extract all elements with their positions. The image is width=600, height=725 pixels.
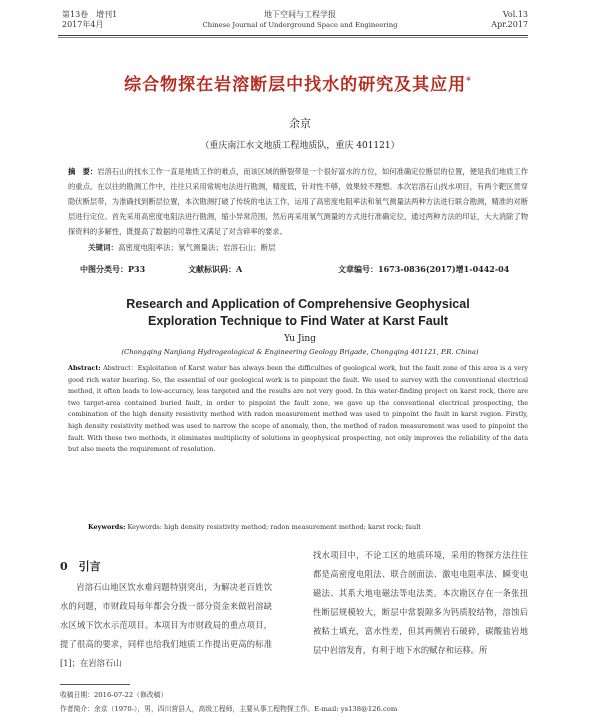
date-en: Apr.2017 xyxy=(491,20,528,29)
article-number: 文章编号：1673-0836(2017)增1-0442-04 xyxy=(338,264,510,274)
keywords-en-label: Keywords: xyxy=(88,523,126,531)
abstract-en-text: Abstract：Exploitation of Karst water has always been the difficulties of geological work, but the fault zone of this area is a very good rich water bearing. So, the essential of our geological work is to pinpoint the fault. We used to survey with the conventional electrical method, it often leads to low-accuracy, less targeted and the results are not very good. In this water-finding project on karst rock, there are two target-area contained buried fault, in order to pinpoint the fault zone, we gave up the conventional electrical prospecting, the combination of the high density resistivity method with radon measurement method was used to pinpoint the fault in karst region. Firstly, high density resistivity method was used to narrow the scope of anomaly, then, the method of radon measurement was used to pinpoint the fault. With these two methods, it eliminates multiplicity of solutions in geophysical prospecting, not only improves the reliability of the data but also meets the requirement of resolution. xyxy=(68,364,528,454)
keywords-en xyxy=(88,523,528,531)
clc-number: 中图分类号：P33 xyxy=(80,264,146,274)
keywords-en-text: Keywords: high density resistivity method; radon measurement method; karst rock; fault xyxy=(127,523,421,531)
footnote-author-bio: 作者简介：余京（1970-），男，四川营县人，高级工程师，主要从事工程物探工作。E-mail: ys138@126.com xyxy=(60,705,398,713)
abstract-cn-text: 岩溶石山的找水工作一直是地质工作的难点，而该区域的断裂带是一个很好富水的方位，如何准确定位断层的位置，便是我们地质工作的重点。在以往的勘测工作中，往往只采用常规电法进行勘测，精度低，针对性不够，效果较不理想。本次岩溶石山找水项目，有两个靶区贯穿隐伏断层带，为准确找到断层位置，本次勘测打破了传统的电法工作，运用了高密度电阻率法和氡气测量法两种方法进行联合勘测，精准的对断层进行定位。首先采用高密度电阻法进行勘测，缩小异常范围，然后再采用氡气测量的方式进行准确定位，通过两种方法的印证，大大消除了物探资料的多解性，既提高了数据的可靠性又满足了对含碎率的要求。 xyxy=(68,167,529,236)
header-rule xyxy=(58,35,528,36)
body-column-right: 找水项目中，不论工区的地质环境，采用的物探方法往往都是高密度电阻法、联合剖面法、激电电阻率法、瞬变电磁法、其系大地电磁法等电法类。本次勘区存在一条张扭性断层规模较大，断层中常裂隙多为钙质胶结物，溶蚀后被粘土填充，富水性差，但其两侧岩石破碎，碳酸盐岩地层中岩溶发育，有利于地下水的赋存和运移。所 xyxy=(313,550,528,655)
abstract-cn xyxy=(68,164,528,239)
footnote-rule xyxy=(60,684,130,685)
keywords-cn-text: 高密度电阻率法；氡气测量法；岩溶石山；断层 xyxy=(118,243,276,252)
body-left-text: 岩溶石山地区饮水难问题特别突出，为解决老百姓饮水的问题，市财政局每年都会分拨一部分资金来做岩溶缺水区域下饮水示范项目。本项目为市财政局的重点项目，提了很高的要求，同样也给我们地质工作提出更高的标准 [1]；在岩溶石山 xyxy=(60,582,272,668)
paper-title-cn xyxy=(58,70,538,95)
author-cn: 余京 xyxy=(289,117,311,130)
paper-title-en xyxy=(58,296,538,330)
volume-issue: 第13卷 增刊1 xyxy=(62,10,118,19)
footnote-received: 收稿日期：2016-07-22（修改稿） xyxy=(60,691,168,699)
journal-header-center xyxy=(180,10,420,30)
document-code: 文献标识码：A xyxy=(188,264,243,274)
section-heading-introduction: 0 引言 xyxy=(60,560,101,573)
journal-name-cn: 地下空间与工程学报 xyxy=(264,10,336,19)
body-column-left xyxy=(60,578,272,673)
journal-header-right xyxy=(470,10,528,30)
keywords-cn xyxy=(88,242,528,253)
journal-name-en: Chinese Journal of Underground Space and Engineering xyxy=(202,21,398,29)
author-en: Yu Jing xyxy=(284,334,316,344)
title-en-line2: Exploration Technique to Find Water at Karst Fault xyxy=(147,314,449,328)
issue-date: 2017年4月 xyxy=(62,20,104,29)
affiliation-en: (Chongqing Nanjiang Hydrogeological & Engineering Geology Brigade, Chongqing 401121, P.R. China) xyxy=(121,348,479,356)
abstract-cn-label: 摘 要： xyxy=(68,167,98,176)
header-rule-thin xyxy=(58,37,528,38)
keywords-cn-label: 关键词： xyxy=(88,243,118,252)
abstract-en xyxy=(68,363,528,456)
title-cn-text: 综合物探在岩溶断层中找水的研究及其应用 xyxy=(124,75,467,95)
title-en-line1: Research and Application of Comprehensive Geophysical xyxy=(126,297,470,311)
abstract-en-label: Abstract: xyxy=(68,364,101,372)
title-footnote-mark: * xyxy=(466,76,472,87)
volume-en: Vol.13 xyxy=(502,10,528,19)
journal-header-left xyxy=(62,10,117,30)
affiliation-cn: （重庆南江水文地质工程地质队，重庆 401121） xyxy=(200,141,400,151)
